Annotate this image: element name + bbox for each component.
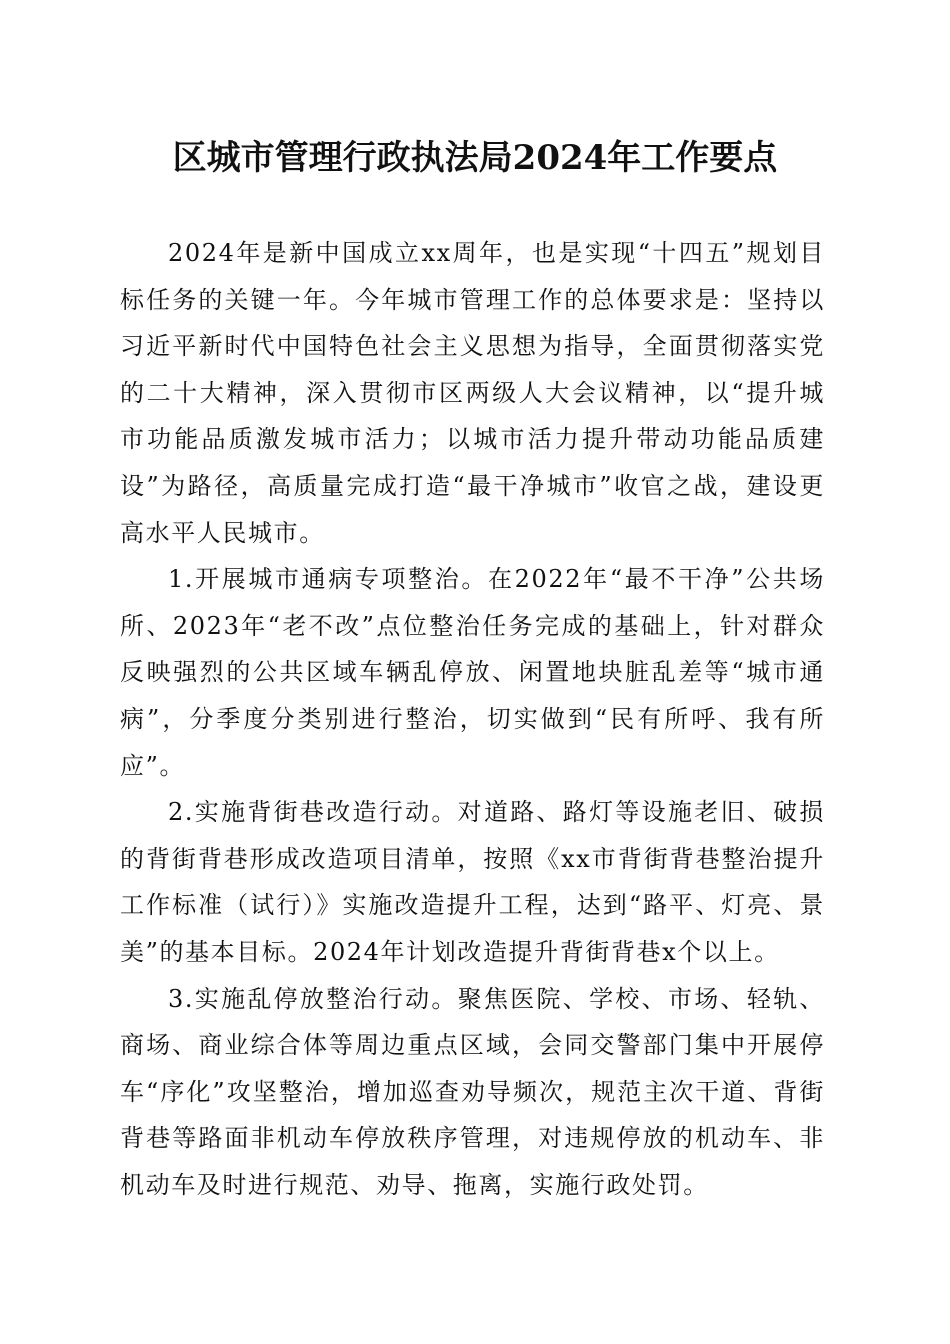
item-2-paragraph: 2.实施背街巷改造行动。对道路、路灯等设施老旧、破损的背街背巷形成改造项目清单，按照《xx市背街背巷整治提升工作标准（试行）》实施改造提升工程，达到“路平、灯亮、景美”的基本目标。2024年计划改造提升背街背巷x个以上。 [120,798,825,966]
document-title: 区城市管理行政执法局2024年工作要点 [172,138,778,178]
intro-paragraph: 2024年是新中国成立xx周年，也是实现“十四五”规划目标任务的关键一年。今年城市管理工作的总体要求是：坚持以习近平新时代中国特色社会主义思想为指导，全面贯彻落实党的二十大精神，深入贯彻市区两级人大会议精神，以“提升城市功能品质激发城市活力；以城市活力提升带动功能品质建设”为路径，高质量完成打造“最干净城市”收官之战，建设更高水平人民城市。 [120,239,825,547]
document-body [120,230,825,1208]
item-3-paragraph: 3.实施乱停放整治行动。聚焦医院、学校、市场、轻轨、商场、商业综合体等周边重点区域，会同交警部门集中开展停车“序化”攻坚整治，增加巡查劝导频次，规范主次干道、背街背巷等路面非机动车停放秩序管理，对违规停放的机动车、非机动车及时进行规范、劝导、拖离，实施行政处罚。 [120,984,825,1199]
item-1-paragraph: 1.开展城市通病专项整治。在2022年“最不干净”公共场所、2023年“老不改”点位整治任务完成的基础上，针对群众反映强烈的公共区域车辆乱停放、闲置地块脏乱差等“城市通病”，分季度分类别进行整治，切实做到“民有所呼、我有所应”。 [120,565,825,780]
